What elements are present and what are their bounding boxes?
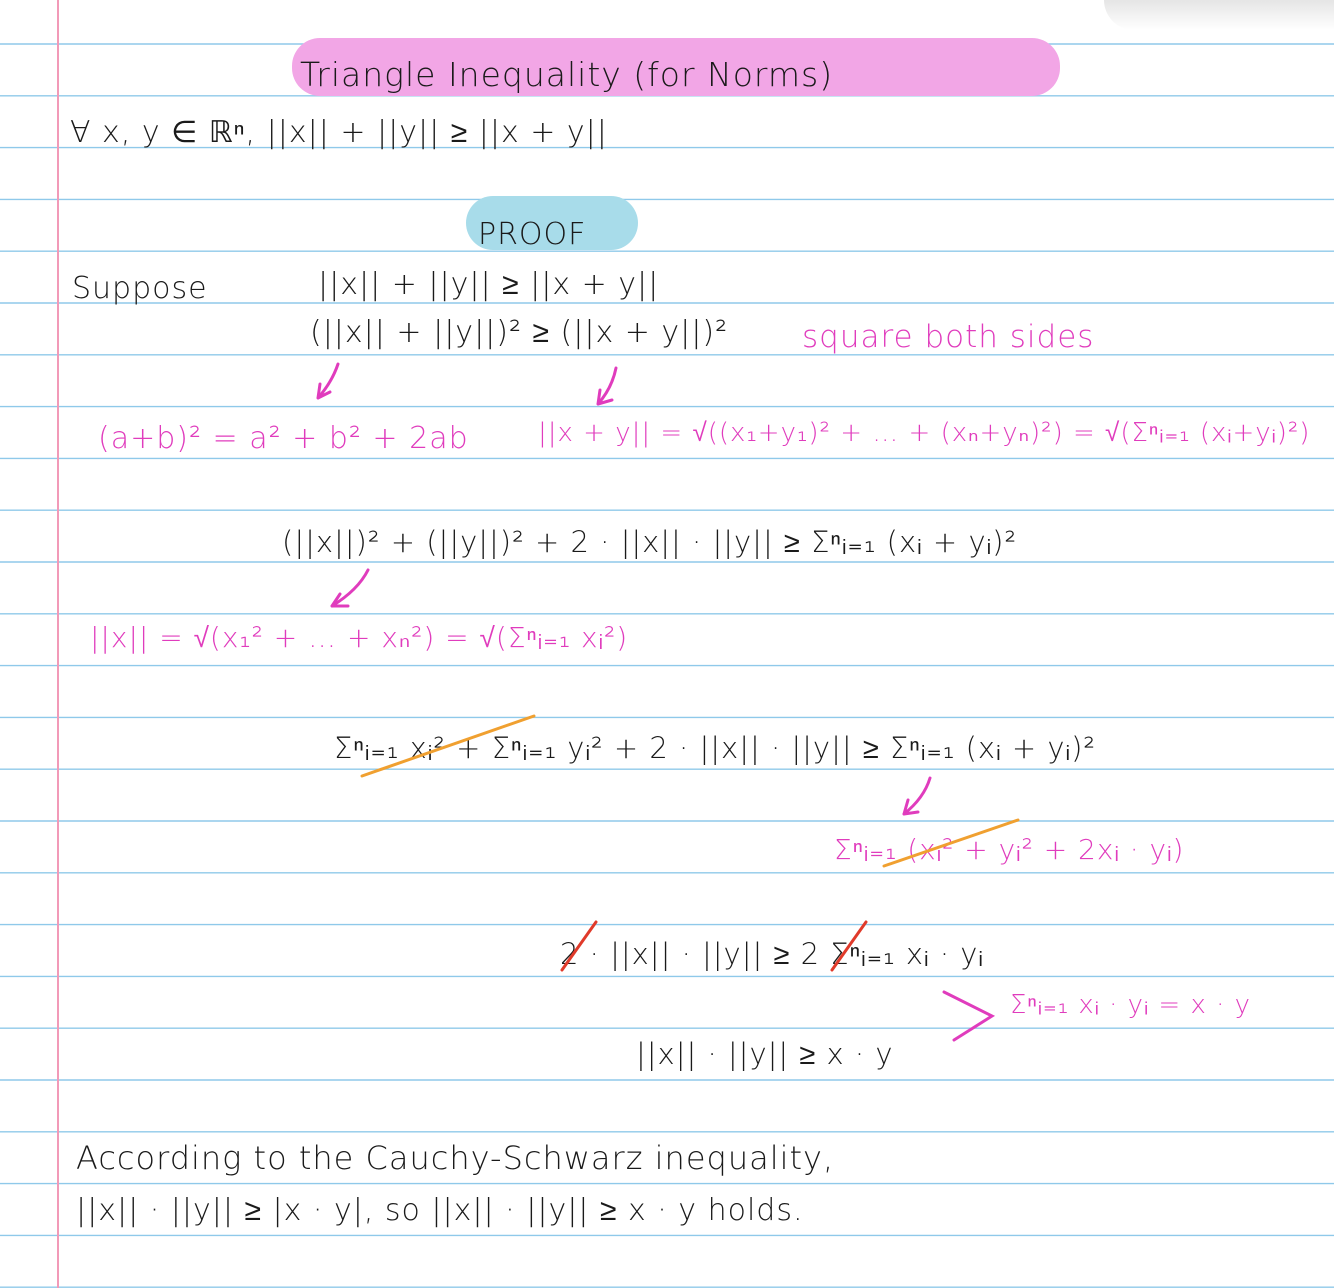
page-curl-shadow [1104, 0, 1334, 30]
theorem-statement: ∀ x, y ∈ ℝⁿ, ||x|| + ||y|| ≥ ||x + y|| [70, 115, 608, 150]
conclusion-line-1: According to the Cauchy-Schwarz inequality, [76, 1139, 835, 1177]
page-title: Triangle Inequality (for Norms) [300, 55, 834, 94]
note-norm-of-x: ||x|| = √(x₁² + … + xₙ²) = √(Σⁿᵢ₌₁ xᵢ²) [90, 621, 629, 654]
proof-line-4: Σⁿᵢ₌₁ xᵢ² + Σⁿᵢ₌₁ yᵢ² + 2 · ||x|| · ||y|| ≥ Σⁿᵢ₌₁ (xᵢ + yᵢ)² [334, 731, 1097, 765]
suppose-label: Suppose [72, 271, 208, 306]
proof-line-1: ||x|| + ||y|| ≥ ||x + y|| [318, 267, 660, 302]
rule-lines [0, 44, 1334, 1287]
proof-heading: PROOF [478, 217, 587, 252]
proof-line-3: (||x||)² + (||y||)² + 2 · ||x|| · ||y|| ≥ Σⁿᵢ₌₁ (xᵢ + yᵢ)² [282, 525, 1018, 559]
proof-line-6: ||x|| · ||y|| ≥ x · y [636, 1037, 894, 1071]
note-square-both-sides: square both sides [802, 319, 1095, 355]
note-norm-of-sum: ||x + y|| = √((x₁+y₁)² + … + (xₙ+yₙ)²) = √(Σⁿᵢ₌₁ (xᵢ+yᵢ)²) [538, 418, 1311, 448]
proof-line-2: (||x|| + ||y||)² ≥ (||x + y||)² [310, 315, 729, 350]
note-expansion: Σⁿᵢ₌₁ (xᵢ² + yᵢ² + 2xᵢ · yᵢ) [834, 833, 1185, 866]
proof-line-5: 2 · ||x|| · ||y|| ≥ 2 Σⁿᵢ₌₁ xᵢ · yᵢ [560, 937, 984, 971]
note-binomial-expansion: (a+b)² = a² + b² + 2ab [98, 421, 469, 456]
conclusion-line-2: ||x|| · ||y|| ≥ |x · y|, so ||x|| · ||y|| ≥ x · y holds. [76, 1193, 804, 1228]
note-dot-product: Σⁿᵢ₌₁ xᵢ · yᵢ = x · y [1010, 990, 1252, 1020]
